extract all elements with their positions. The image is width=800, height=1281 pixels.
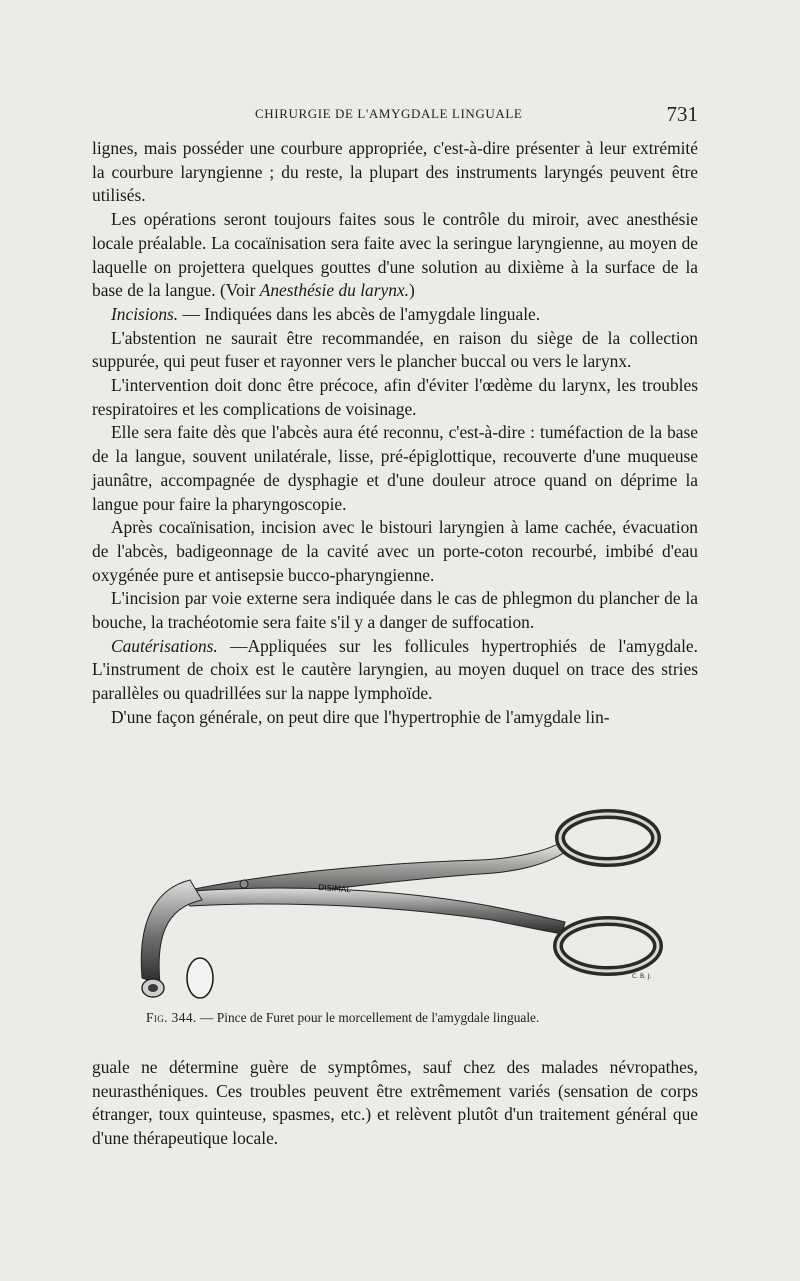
paragraph: Elle sera faite dès que l'abcès aura été reconnu, c'est-à-dire : tuméfaction de la base de la langue, souvent unilatérale, lisse, pré-épiglottique, recouverte d'une muqueuse jaunâtre, accompagnée de dysphagie et d'une douleur atroce quand on déprime la langue pour faire la pharyngoscopie.	[92, 422, 698, 514]
paragraph: L'abstention ne saurait être recommandée, en raison du siège de la collection suppurée, qui peut fuser et rayonner vers le plancher buccal ou vers le larynx.	[92, 327, 698, 372]
section-heading-cauterisations: Cautérisations.	[111, 635, 218, 656]
maker-mark: DISIMAL	[317, 883, 352, 895]
page-header	[92, 104, 698, 126]
paragraph: Les opérations seront toujours faites sous le contrôle du miroir, avec anesthésie locale préalable. La cocaïnisation sera faite avec la seringue laryngienne, au moyen de laquelle on projettera quelques gouttes d'une solution au dixième à la surface de la base de la langue. (Voir Anesthésie du larynx.)	[92, 209, 698, 301]
paragraph: Après cocaïnisation, incision avec le bistouri laryngien à lame cachée, évacuation de l'abcès, badigeonnage de la cavité avec un porte-coton recourbé, imbibé d'eau oxygénée pure et antisepsie bucco-pharyngienne.	[92, 517, 698, 585]
paragraph: Incisions. — Indiquées dans les abcès de l'amygdale linguale.	[111, 303, 541, 324]
section-heading-incisions: Incisions.	[111, 303, 179, 324]
page-number: 731	[666, 102, 698, 126]
figure-forceps-illustration	[120, 800, 680, 1010]
running-head: CHIRURGIE DE L'AMYGDALE LINGUALE	[255, 106, 523, 121]
body-text-continued	[92, 1056, 698, 1151]
forceps-engraving	[120, 800, 680, 1010]
caption-text: — Pince de Furet pour le morcellement de l'amygdale linguale.	[196, 1010, 540, 1025]
italic-reference: Anesthésie du larynx.	[259, 280, 409, 301]
engraver-mark: C. B. J.	[632, 973, 652, 980]
paragraph: L'incision par voie externe sera indiquée dans le cas de phlegmon du plancher de la bouche, la trachéotomie sera faite s'il y a danger de suffocation.	[92, 588, 698, 633]
figure-number: Fig. 344.	[146, 1010, 197, 1025]
figure-caption	[146, 1010, 666, 1026]
paragraph: D'une façon générale, on peut dire que l'hypertrophie de l'amygdale lin-	[111, 706, 610, 727]
paragraph: lignes, mais posséder une courbure appropriée, c'est-à-dire présenter à leur extrémité la courbure laryngienne ; du reste, la plupart des instruments laryngés peuvent être utilisés.	[92, 138, 698, 206]
paragraph: Cautérisations. —Appliquées sur les follicules hypertrophiés de l'amygdale. L'instrument de choix est le cautère laryngien, au moyen duquel on trace des stries parallèles ou quadrillées sur la nappe lymphoïde.	[92, 635, 698, 704]
body-text	[92, 137, 698, 730]
paragraph: guale ne détermine guère de symptômes, sauf chez des malades névropathes, neurasthéniques. Ces troubles peuvent être extrêmement variés (sensation de corps étranger, toux quinteuse, spasmes, etc.) et relèvent plutôt d'un traitement général que d'une thérapeutique locale.	[92, 1057, 698, 1149]
paragraph: L'intervention doit donc être précoce, afin d'éviter l'œdème du larynx, les troubles respiratoires et les complications de voisinage.	[92, 375, 698, 419]
